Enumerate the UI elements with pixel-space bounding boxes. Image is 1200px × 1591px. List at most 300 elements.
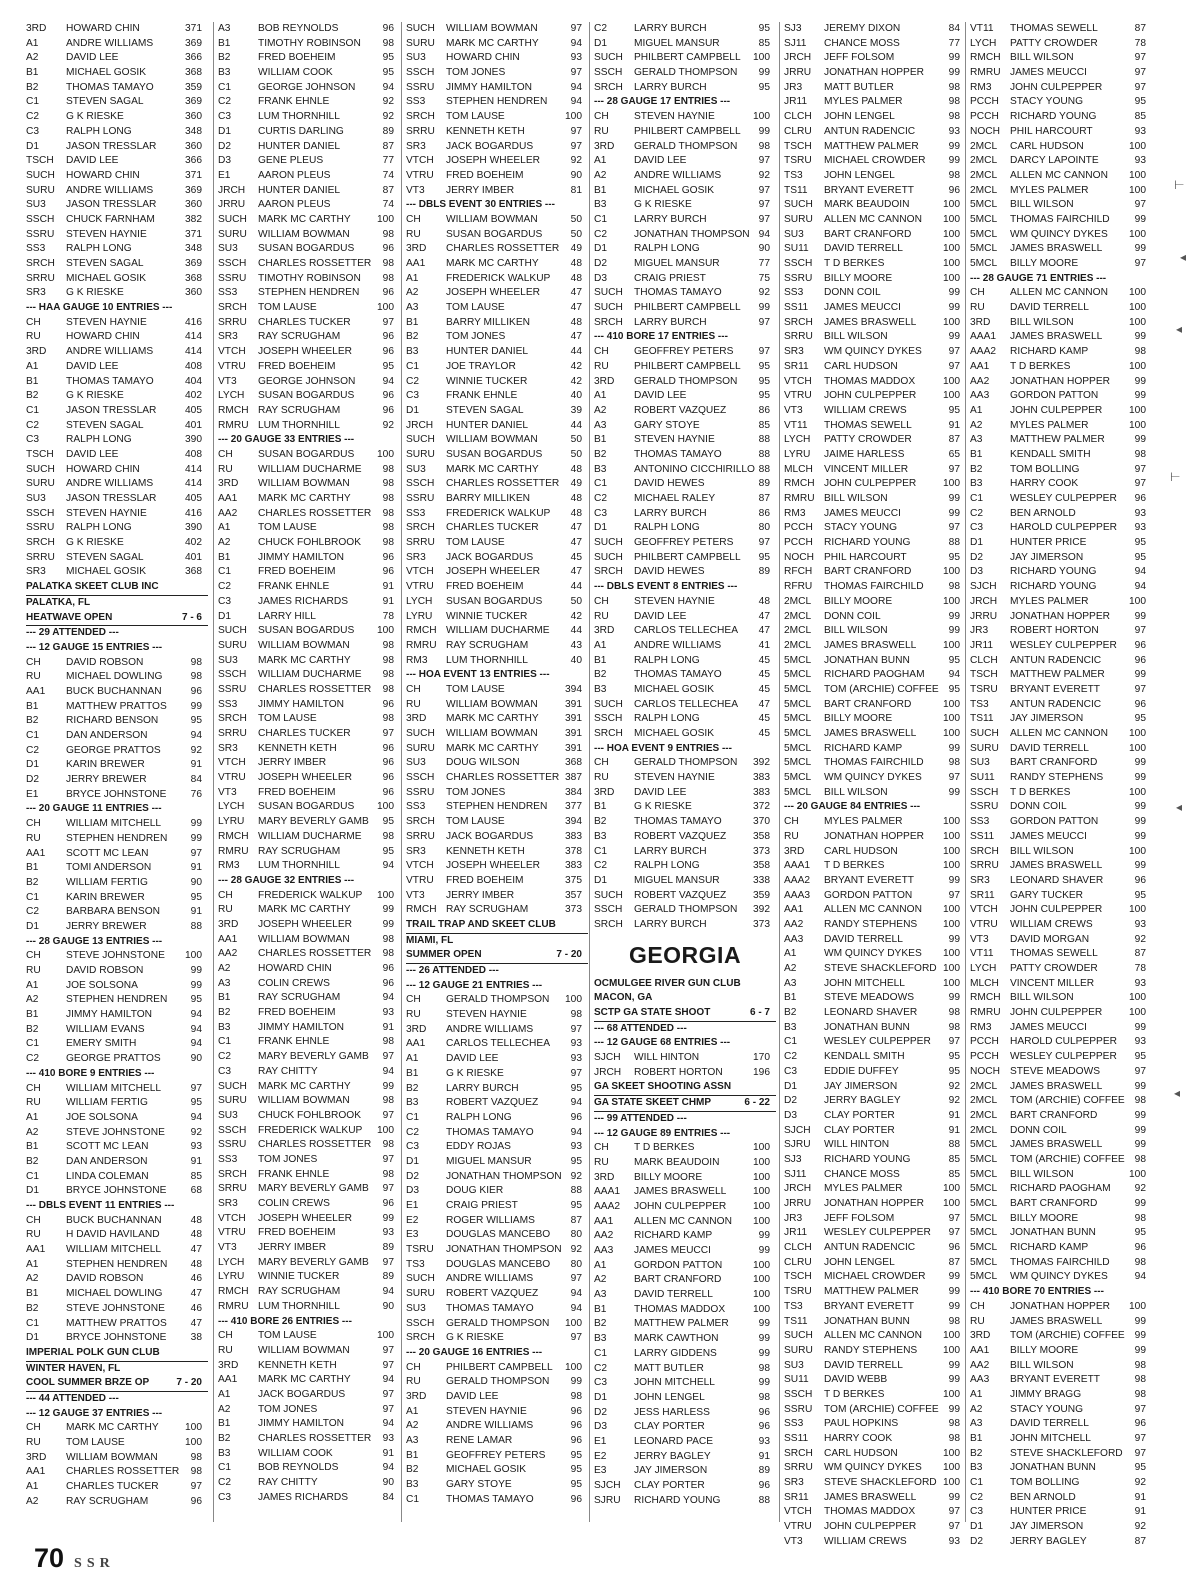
score: 100 [943,478,960,490]
shooter-name: WESLEY CULPEPPER [1010,493,1117,504]
result-row [406,654,588,669]
class-code: JRRU [784,67,812,79]
class-code: B2 [594,816,607,828]
score: 100 [943,1330,960,1342]
class-code: SRRU [970,860,999,872]
score: 384 [565,786,582,798]
shooter-name: MARK MC CARTHY [446,258,539,269]
result-row [784,977,966,992]
score: 100 [943,213,960,225]
heading-text: TRAIL TRAP AND SKEET CLUB [406,918,556,930]
event-heading [406,948,588,964]
result-row [406,756,588,771]
shooter-name: WESLEY CULPEPPER [1010,1051,1117,1063]
class-code: CH [406,213,421,225]
result-row [970,903,1152,918]
score: 80 [758,522,770,534]
class-code: LYCH [218,1256,245,1268]
score: 88 [758,1494,770,1506]
heading-text: --- 20 GAUGE 11 ENTRIES --- [26,803,162,815]
heading-text: --- 20 GAUGE 84 ENTRIES --- [784,801,921,813]
result-row [784,1124,966,1139]
shooter-name: JOE SOLSONA [66,979,138,991]
shooter-name: WILLIAM COOK [258,1447,333,1459]
score: 96 [570,1420,582,1432]
shooter-name: RANDY STEPHENS [824,1344,918,1356]
shooter-name: MYLES PALMER [824,1183,903,1195]
result-row [594,1141,776,1156]
class-code: LYCH [218,801,245,813]
class-code: SS3 [784,1418,804,1430]
class-code: A2 [218,963,231,974]
event-heading [26,626,208,641]
score: 369 [185,37,202,49]
class-code: 5MCL [784,669,812,681]
shooter-name: GORDON PATTON [634,1259,723,1271]
class-code: JRRU [970,610,998,622]
shooter-name: DAVID ROBSON [66,965,144,976]
class-code: B1 [218,992,231,1004]
shooter-name: HOWARD CHIN [258,963,332,974]
shooter-name: ANTUN RADENCIC [824,1242,916,1254]
score: 100 [943,228,960,240]
shooter-name: CARL HUDSON [824,1447,898,1459]
shooter-name: BILLY MOORE [824,595,893,607]
shooter-name: JONATHAN HOPPER [824,67,924,79]
score: 94 [382,1418,394,1430]
shooter-name: ALLEN MC CANNON [1010,169,1108,181]
score: 97 [382,1153,394,1165]
score: 99 [1134,1330,1146,1342]
result-row [784,565,966,580]
score: 390 [185,434,202,446]
shooter-name: FRED BOEHEIM [258,566,336,578]
result-row [594,345,776,360]
score: 65 [948,448,960,460]
shooter-name: DAN ANDERSON [66,1155,148,1167]
score: 93 [382,1227,394,1239]
result-row [406,771,588,786]
class-code: VT3 [784,1535,803,1547]
class-code: C2 [218,1051,232,1063]
class-code: SRCH [218,1168,247,1180]
score: 100 [1129,360,1146,372]
class-code: SU3 [406,52,426,64]
result-row [26,551,208,566]
score: 97 [948,889,960,901]
result-row [784,433,966,448]
shooter-name: COLIN CREWS [258,1198,330,1209]
result-row [26,1287,208,1302]
result-row [970,742,1152,757]
class-code: B1 [594,1303,607,1315]
score: 97 [382,1359,394,1371]
result-row [594,903,776,918]
result-row [406,580,588,595]
shooter-name: STEVE JOHNSTONE [66,950,165,962]
score: 98 [948,111,960,123]
result-row [970,551,1152,566]
result-row [218,1094,400,1109]
shooter-name: WILLIAM BOWMAN [446,213,538,225]
class-code: B3 [218,1447,231,1459]
result-row [594,257,776,272]
result-row [218,301,400,316]
score: 99 [948,331,960,343]
shooter-name: VINCENT MILLER [824,463,909,475]
shooter-name: JOSEPH WHEELER [446,860,540,872]
class-code: VTCH [784,1506,812,1518]
shooter-name: KARIN BREWER [66,891,145,903]
result-row [970,991,1152,1006]
result-row [594,1362,776,1377]
shooter-name: RAY CHITTY [258,1065,318,1077]
class-code: D1 [784,1080,798,1092]
result-row [594,1200,776,1215]
result-row [218,977,400,992]
result-row [594,81,776,96]
result-row [970,1182,1152,1197]
result-row [970,140,1152,155]
class-code: RU [594,125,609,137]
shooter-name: RALPH LONG [634,860,700,872]
score: 98 [948,1315,960,1327]
class-code: A1 [26,1111,39,1123]
shooter-name: FREDERICK WALKUP [258,889,363,901]
class-code: SUCH [406,1273,435,1285]
heading-text: --- 12 GAUGE 21 ENTRIES --- [406,979,543,991]
class-code: 3RD [784,845,805,857]
score: 85 [758,37,770,49]
shooter-name: WILLIAM BOWMAN [258,1095,350,1107]
shooter-name: MATTHEW PRATTOS [66,1317,167,1329]
shooter-name: MARK MC CARTHY [446,463,539,475]
class-code: A3 [218,23,231,34]
shooter-name: BILLY MOORE [1010,1212,1079,1224]
shooter-name: MICHAEL CROWDER [824,1271,926,1283]
score: 99 [1134,830,1146,842]
score: 89 [758,1465,770,1477]
shooter-name: MATTHEW PALMER [1010,669,1105,681]
result-row [970,889,1152,904]
result-row [784,1344,966,1359]
result-row [784,815,966,830]
shooter-name: BILL WILSON [824,786,888,798]
shooter-name: JOSEPH WHEELER [258,918,352,930]
result-row [594,1450,776,1465]
score: 92 [1134,1183,1146,1195]
result-row [406,1067,588,1082]
result-row [218,1035,400,1050]
result-row [406,565,588,580]
result-row [784,830,966,845]
shooter-name: MIGUEL MANSUR [634,258,720,269]
class-code: RMRU [970,67,1001,79]
class-code: 5MCL [970,1256,998,1268]
result-row [594,110,776,125]
score: 99 [948,1271,960,1283]
class-code: CLRU [784,1256,812,1268]
shooter-name: LUM THORNHILL [258,860,340,872]
score: 99 [758,1318,770,1330]
score: 94 [190,730,202,741]
score: 99 [948,933,960,945]
result-row [784,1403,966,1418]
result-row [594,198,776,213]
class-code: 5MCL [970,1227,998,1239]
class-code: B1 [970,1433,983,1444]
shooter-name: ANDRE WILLIAMS [446,1273,534,1285]
result-row [594,521,776,536]
shooter-name: G K RIESKE [446,1067,504,1079]
score: 99 [190,700,202,712]
shooter-name: THOMAS FAIRCHILD [1010,213,1110,225]
result-row [218,66,400,81]
result-row [406,228,588,243]
class-code: D1 [406,1155,420,1167]
class-code: B1 [594,654,607,666]
shooter-name: DAVID ROBSON [66,1273,144,1285]
score: 45 [758,654,770,666]
shooter-name: JAMES RICHARDS [258,1491,349,1503]
class-code: JRCH [594,1066,622,1078]
result-row [970,492,1152,507]
class-code: B3 [594,830,607,842]
class-code: JRRU [784,1198,812,1209]
result-row [406,595,588,610]
shooter-name: PAUL HOPKINS [824,1418,899,1430]
class-code: SU11 [970,772,995,784]
score: 77 [382,155,394,167]
result-row [406,536,588,551]
score: 97 [758,199,770,211]
result-row [26,389,208,404]
shooter-name: CHANCE MOSS [824,1168,900,1180]
result-row [970,66,1152,81]
shooter-name: RICHARD YOUNG [824,537,911,549]
result-row [406,463,588,478]
score: 91 [382,595,394,607]
class-code: AA1 [970,1344,990,1356]
result-row [970,301,1152,316]
result-row [26,1214,208,1229]
score: 100 [943,918,960,930]
result-row [594,375,776,390]
shooter-name: HOWARD CHIN [66,23,140,34]
result-row [218,1256,400,1271]
class-code: RMCH [218,404,249,416]
shooter-name: STEPHEN HENDREN [66,994,168,1006]
class-code: SRRU [218,1183,247,1195]
shooter-name: BILL WILSON [1010,845,1074,857]
score: 95 [190,1097,202,1109]
shooter-name: AARON PLEUS [258,169,331,181]
result-row [784,242,966,257]
shooter-name: FRED BOEHEIM [258,786,336,798]
class-code: A2 [594,1274,607,1286]
shooter-name: LARRY BURCH [634,81,707,93]
score: 48 [570,258,582,269]
result-row [784,1315,966,1330]
score: 96 [570,1405,582,1417]
shooter-name: BART CRANFORD [824,228,912,240]
score: 97 [382,1388,394,1400]
result-row [26,817,208,832]
result-row [218,639,400,654]
shooter-name: WM QUINCY DYKES [824,772,922,784]
score: 94 [1134,566,1146,578]
score: 94 [382,1462,394,1474]
shooter-name: THOMAS TAMAYO [446,1493,534,1505]
shooter-name: GEOFFREY PETERS [634,346,734,358]
score: 99 [758,302,770,314]
result-row [218,610,400,625]
result-row [970,1505,1152,1520]
shooter-name: CHARLES ROSSETTER [446,243,560,255]
score: 100 [753,111,770,123]
result-row [26,1008,208,1023]
score: 96 [190,1495,202,1507]
shooter-name: PHIL HARCOURT [824,551,907,563]
score: 99 [948,1403,960,1415]
shooter-name: ANTUN RADENCIC [1010,698,1102,710]
shooter-name: RICHARD YOUNG [634,1494,721,1506]
result-row [218,815,400,830]
result-row [218,81,400,96]
score: 196 [753,1066,770,1078]
score: 383 [753,786,770,798]
class-code: D1 [594,1391,608,1403]
class-code: C2 [26,906,40,918]
event-heading [406,964,588,979]
result-row [26,1302,208,1317]
class-code: C2 [784,1051,798,1063]
shooter-name: MICHAEL GOSIK [66,272,147,284]
class-code: B3 [218,67,231,79]
class-code: 3RD [970,316,991,328]
score: 97 [1134,1403,1146,1415]
class-code: SJ3 [784,1153,802,1165]
event-heading [406,198,588,213]
score: 348 [185,125,202,137]
class-code: 5MCL [970,1139,998,1151]
score: 100 [185,950,202,962]
shooter-name: HOWARD CHIN [66,331,140,343]
score: 93 [190,1141,202,1153]
score: 96 [382,331,394,343]
class-code: B2 [594,1318,607,1330]
shooter-name: CHUCK FOHLBROOK [258,537,362,549]
result-row [218,242,400,257]
shooter-name: STEVE SHACKLEFORD [824,963,937,974]
result-row [406,448,588,463]
result-row [218,521,400,536]
event-heading [26,1067,208,1082]
class-code: SSCH [406,67,435,79]
heading-text: --- 68 ATTENDED --- [594,1022,687,1034]
score: 98 [382,948,394,960]
result-row [218,22,400,37]
shooter-name: JAMES BRASWELL [1010,1315,1103,1327]
class-code: VT11 [784,419,808,431]
result-row [218,756,400,771]
result-row [406,889,588,904]
result-row [784,742,966,757]
class-code: 3RD [406,713,427,725]
score: 94 [570,1302,582,1314]
shooter-name: CHARLES ROSSETTER [258,1433,372,1444]
result-row [218,345,400,360]
score: 96 [758,1406,770,1418]
class-code: 3RD [26,346,47,358]
result-row [218,1417,400,1432]
result-row [970,1241,1152,1256]
class-code: SSRU [218,1139,247,1151]
result-row [970,947,1152,962]
score: 98 [382,639,394,651]
shooter-name: BUCK BUCHANNAN [66,685,162,697]
result-row [406,51,588,66]
class-code: VT3 [218,786,237,798]
result-row [406,1052,588,1067]
score: 97 [758,537,770,549]
result-row [594,1066,776,1081]
result-row [594,1171,776,1186]
result-row [970,1461,1152,1476]
class-code: CLCH [784,111,812,123]
score: 100 [753,1259,770,1271]
score: 402 [185,390,202,402]
class-code: 2MCL [970,1124,998,1136]
score: 100 [753,1303,770,1315]
class-code: AAA1 [594,1186,621,1198]
class-code: SSRU [406,786,435,798]
shooter-name: STEVEN SAGAL [66,96,144,108]
result-row [970,345,1152,360]
class-code: B2 [26,1155,39,1167]
score: 369 [185,96,202,108]
results-page [26,22,1156,1547]
score: 47 [570,522,582,534]
result-row [26,242,208,257]
class-code: JR11 [784,96,808,108]
score: 100 [377,801,394,813]
result-row [406,1331,588,1346]
shooter-name: THOMAS TAMAYO [446,1126,534,1138]
shooter-name: G K RIESKE [446,1332,504,1344]
class-code: SSRU [970,801,999,813]
shooter-name: LARRY BURCH [634,918,707,930]
shooter-name: BILL WILSON [824,331,888,343]
heading-text: --- DBLS EVENT 30 ENTRIES --- [406,199,555,211]
score: 92 [758,169,770,181]
result-row [970,360,1152,375]
class-code: AAA3 [784,889,811,901]
result-row [594,1464,776,1479]
event-heading [26,1392,208,1407]
shooter-name: FRED BOEHEIM [446,169,524,181]
score: 98 [948,1021,960,1033]
result-row [970,1359,1152,1374]
results-column-3 [406,22,588,1507]
shooter-name: JIMMY HAMILTON [446,81,533,93]
class-code: SUCH [218,625,247,637]
result-row [970,668,1152,683]
result-row [970,962,1152,977]
shooter-name: JOHN CULPEPPER [824,1521,917,1533]
shooter-name: FRANK EHNLE [258,581,330,593]
shooter-name: JAY JIMERSON [824,1080,898,1092]
